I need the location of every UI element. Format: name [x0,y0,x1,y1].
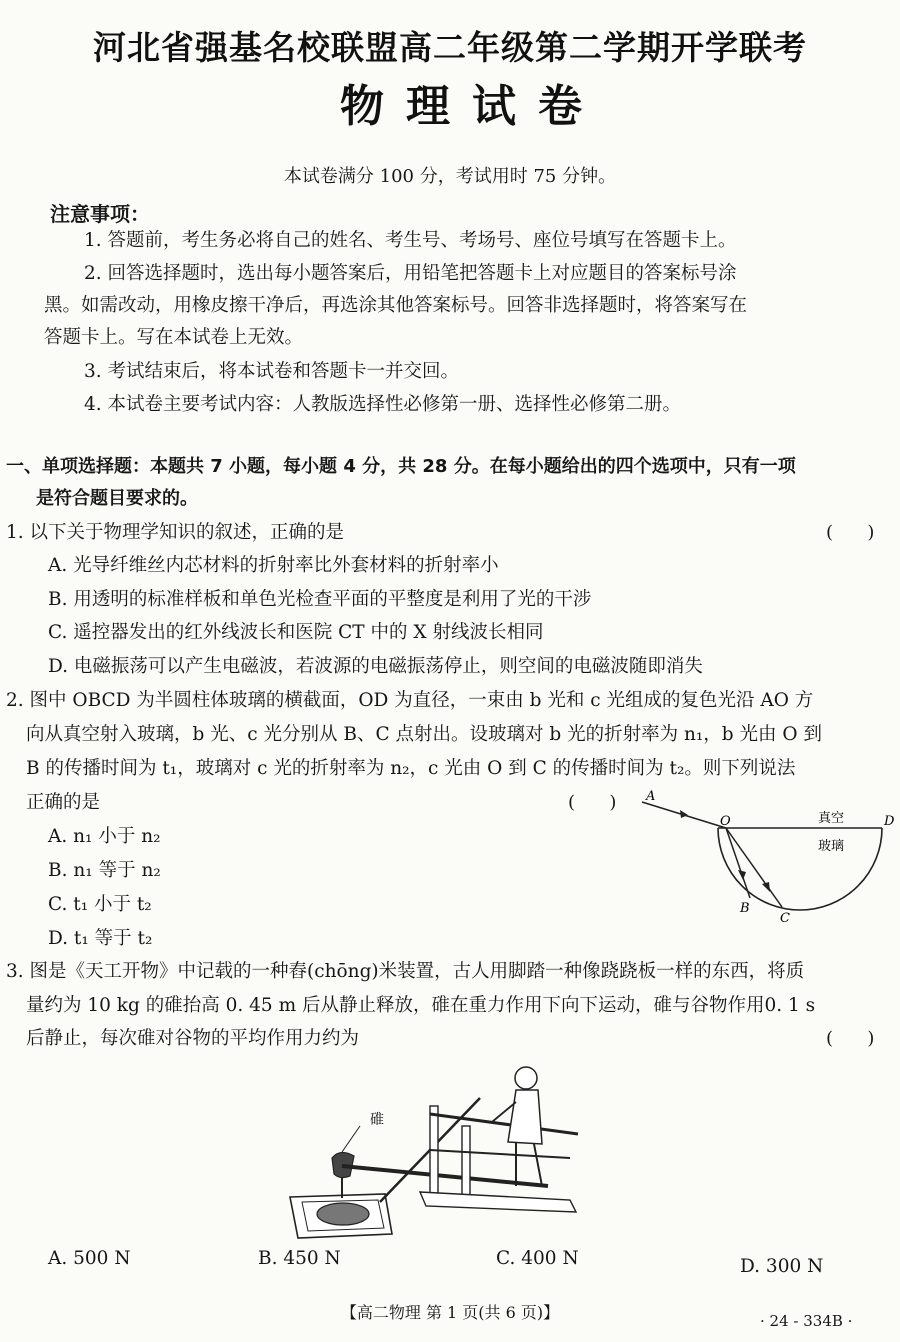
note-line-1: 1. 答题前，考生务必将自己的姓名、考生号、考场号、座位号填写在答题卡上。 [84,230,737,251]
handrail [430,1114,578,1134]
ray-ob [726,828,750,898]
section-heading-line-1: 一、单项选择题：本题共 7 小题，每小题 4 分，共 28 分。在每小题给出的四个选项中，只有一项 [6,456,796,477]
q1-answer-bracket: ( ) [826,522,875,543]
label-c: C [780,911,790,926]
q3-pestle-figure [280,1062,580,1242]
q2-option-c: C. t₁ 小于 t₂ [48,894,152,915]
q2-option-b: B. n₁ 等于 n₂ [48,860,161,881]
section-heading-line-2: 是符合题目要求的。 [36,488,198,509]
q3-stem-line-2: 量约为 10 kg 的碓抬高 0. 45 m 后从静止释放，碓在重力作用下向下运动，碓与谷物作用0. 1 s [26,995,816,1016]
ground-plank [420,1192,576,1212]
q3-stem-line-1: 3. 图是《天工开物》中记载的一种舂(chōng)米装置，古人用脚踏一种像跷跷板一样的东西，将质 [6,961,805,982]
exam-title: 河北省强基名校联盟高二年级第二学期开学联考 [93,28,807,67]
person-body [508,1090,542,1144]
post-mid [462,1126,470,1204]
q3-option-b: B. 450 N [258,1248,341,1269]
person-head [515,1067,537,1089]
q1-option-a: A. 光导纤维丝内芯材料的折射率比外套材料的折射率小 [48,555,499,576]
q3-option-d: D. 300 N [740,1256,824,1277]
paper-code: · 24 - 334B · [760,1312,853,1330]
label-d: D [884,814,895,829]
note-line-5: 3. 考试结束后，将本试卷和答题卡一并交回。 [84,361,460,382]
q3-option-c: C. 400 N [496,1248,579,1269]
q3-stem-line-3: 后静止，每次碓对谷物的平均作用力约为 [26,1028,360,1049]
q2-stem-line-2: 向从真空射入玻璃，b 光、c 光分别从 B、C 点射出。设玻璃对 b 光的折射率为 n₁，b 光由 O 到 [26,724,822,745]
q3-answer-bracket: ( ) [826,1028,875,1049]
subject-title: 物理试卷 [340,81,604,132]
pestle-label-line [342,1126,360,1152]
note-line-6: 4. 本试卷主要考试内容：人教版选择性必修第一册、选择性必修第二册。 [84,394,682,415]
pestle-label: 碓 [370,1112,384,1128]
q2-stem-line-4: 正确的是 [26,792,101,813]
ray-c-arrow-icon [762,882,770,892]
q2-answer-bracket: ( ) [568,792,617,813]
q2-stem-line-3: B 的传播时间为 t₁，玻璃对 c 光的折射率为 n₂，c 光由 O 到 C 的传播时间为 t₂。则下列说法 [26,758,796,779]
notes-heading: 注意事项： [50,202,150,226]
note-line-3: 黑。如需改动，用橡皮擦干净后，再选涂其他答案标号。回答非选择题时，将答案写在 [44,295,748,316]
q1-option-c: C. 遥控器发出的红外线波长和医院 CT 中的 X 射线波长相同 [48,622,544,643]
q2-stem-line-1: 2. 图中 OBCD 为半圆柱体玻璃的横截面，OD 为直径，一束由 b 光和 c 光组成的复色光沿 AO 方 [6,690,814,711]
crossbar [430,1150,570,1158]
label-o: O [720,814,731,829]
q1-option-d: D. 电磁振荡可以产生电磁波，若波源的电磁振荡停止，则空间的电磁波随即消失 [48,656,703,677]
ray-b-arrow-icon [738,870,746,880]
incident-arrow-icon [680,810,688,818]
label-a: A [646,789,656,804]
note-line-2: 2. 回答选择题时，选出每小题答案后，用铅笔把答题卡上对应题目的答案标号涂 [84,263,737,284]
q1-stem: 1. 以下关于物理学知识的叙述，正确的是 [6,522,345,543]
q2-option-a: A. n₁ 小于 n₂ [48,826,161,847]
page-footer: 【高二物理 第 1 页(共 6 页)】 [340,1303,560,1322]
label-b: B [740,901,750,916]
q3-option-a: A. 500 N [48,1248,131,1269]
q2-semicircle-figure [630,786,900,936]
mortar-grain [317,1203,369,1225]
note-line-4: 答题卡上。写在本试卷上无效。 [44,327,304,348]
q2-option-d: D. t₁ 等于 t₂ [48,928,153,949]
label-glass: 玻璃 [818,839,845,854]
label-vacuum: 真空 [818,811,845,826]
q1-option-b: B. 用透明的标准样板和单色光检查平面的平整度是利用了光的干涉 [48,589,592,610]
exam-info: 本试卷满分 100 分，考试用时 75 分钟。 [283,166,617,187]
person-leg-right [534,1144,542,1186]
semicircle-arc [718,828,882,910]
lever-beam [342,1166,548,1186]
